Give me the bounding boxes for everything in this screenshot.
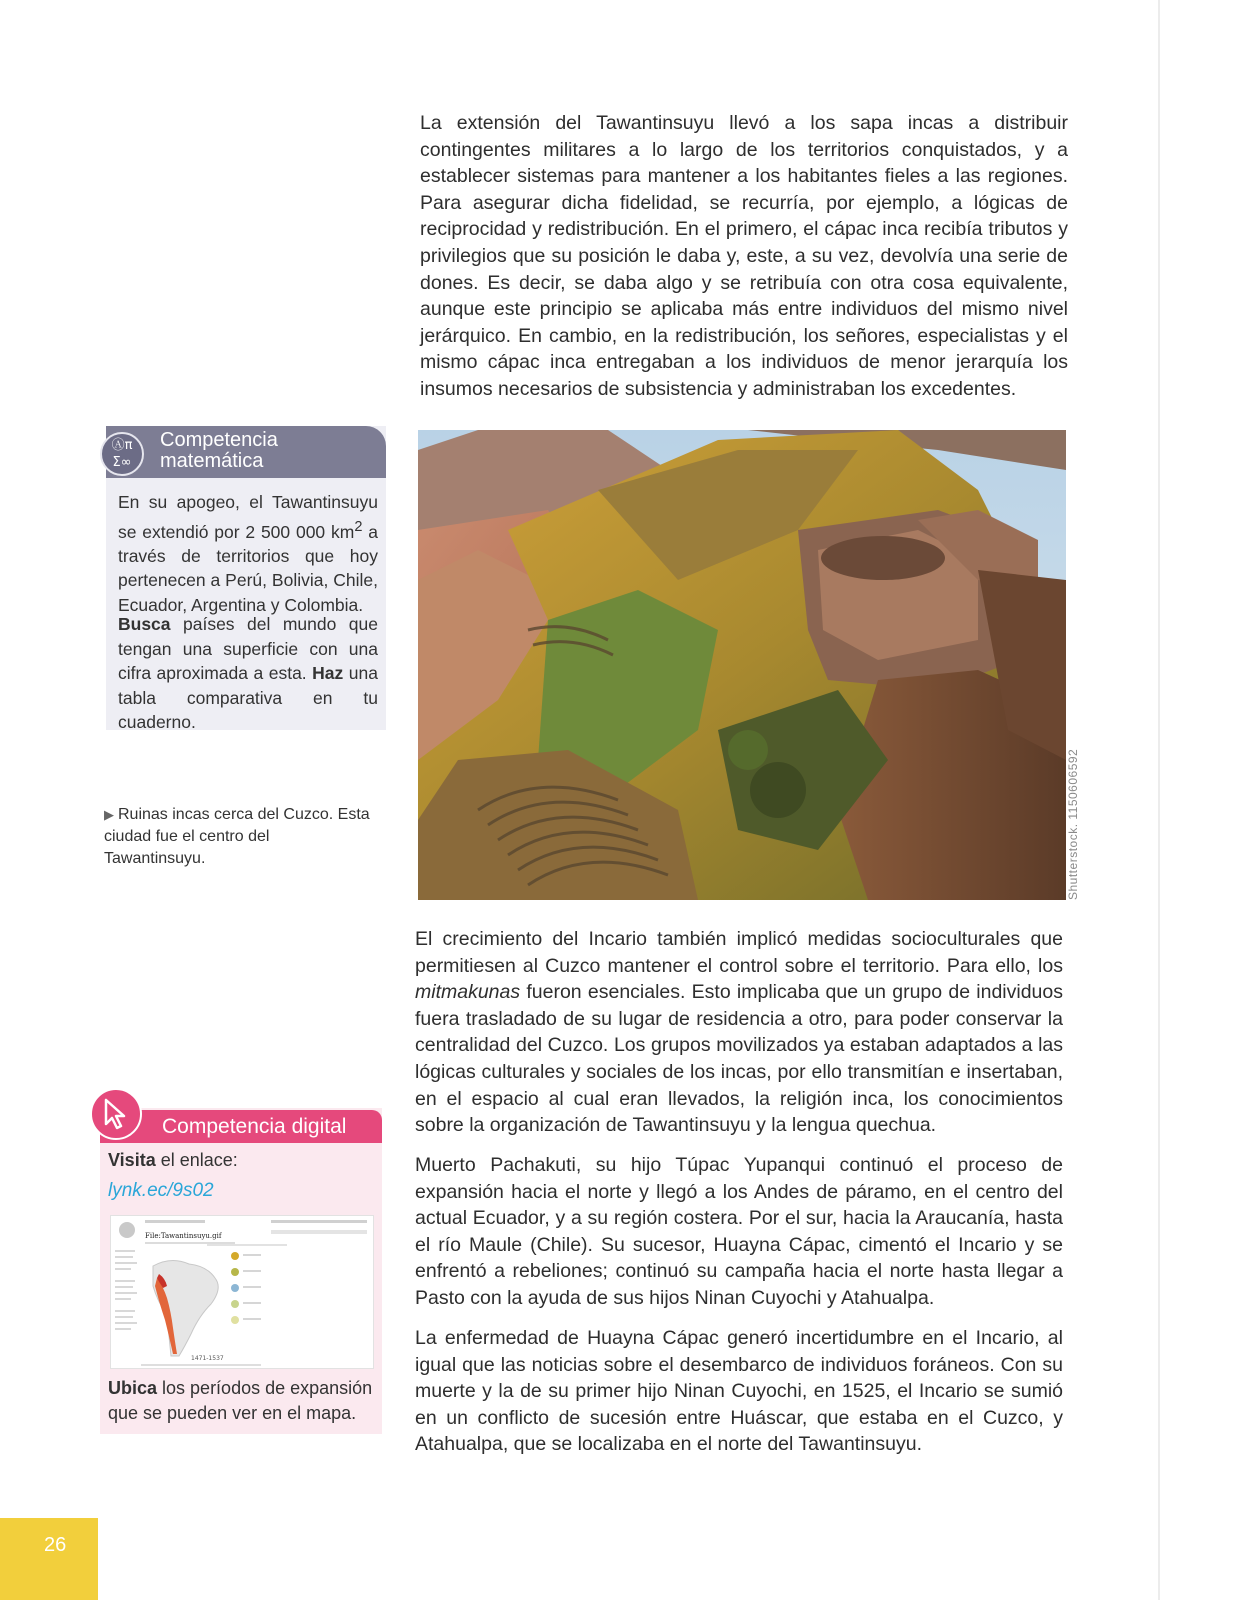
photo-caption: [104, 804, 374, 870]
math-competence-box: [106, 426, 386, 730]
visit-rest: el enlace:: [155, 1150, 238, 1170]
math-fact-start: En su apogeo, el Tawantinsuyu se extendió por 2 500 000 km: [118, 492, 378, 542]
paragraph-mitmakunas: [415, 926, 1063, 1139]
p2-text-start: El crecimiento del Incario también implicó medidas socioculturales que permitiesen al Cuzco mantener el control sobre el territorio. Para ello, los: [415, 928, 1063, 977]
paragraph-tupac-yupanqui: Muerto Pachakuti, su hijo Túpac Yupanqui continuó el proceso de expansión hacia el norte y llegó a los Andes de páramo, en el centro del actual Ecuador, y a su región costera. Por el sur, hacia la Araucanía, hasta el río Maule (Chile). Su sucesor, Huayna Cápac, cimentó el Incario y se enfrentó a rebeliones; continuó su campaña hacia el norte hasta llegar a Pasto con la ayuda de sus hijos Ninan Cuyochi y Atahualpa.: [415, 1154, 1063, 1309]
locate-verb: Ubica: [108, 1378, 158, 1398]
visit-verb: Visita: [108, 1150, 156, 1170]
math-symbols-icon: Ⓐπ Σ∞: [100, 432, 144, 476]
math-verb-busca: Busca: [118, 614, 171, 634]
math-fact-text: [118, 490, 378, 617]
paragraph-succession: La enfermedad de Huayna Cápac generó incertidumbre en el Incario, al igual que las noticias sobre el desembarco de individuos foráneos. Con su muerte y la de su primer hijo Ninan Cuyochi, en 1525, el Incario se sumió en un conflicto de sucesión entre Huáscar, que estaba en el Cuzco, y Atahualpa, que se localizaba en el norte del Tawantinsuyu.: [415, 1327, 1063, 1456]
caption-text: Ruinas incas cerca del Cuzco. Esta ciudad fue el centro del Tawantinsuyu.: [104, 806, 370, 867]
math-competence-title: Competencia matemática: [160, 429, 278, 472]
locate-instruction: [108, 1376, 378, 1426]
page-edge: [1158, 0, 1160, 1600]
page-number: 26: [44, 1534, 67, 1556]
paragraph-reciprocity: La extensión del Tawantinsuyu llevó a los sapa incas a distribuir contingentes militares a lo largo de los territorios conquistados, y a establecer sistemas para mantener a los habitantes fieles a las regiones. Para asegurar dicha fidelidad, se recurría, por ejemplo, a lógicas de reciprocidad y redistribución. En el primero, el cápac inca recibía tributos y privilegios que su posición le daba y, este, a su vez, devolvía una serie de dones. Es decir, se daba algo y se retribuía con otra cosa equivalente, aunque este principio se aplicaba más entre individuos del mismo nivel jerárquico. En cambio, en la redistribución, los señores, especialistas y el mismo cápac inca entregaban a los individuos de menor jerarquía los insumos necesarios de subsistencia y administraban los excedentes.: [420, 112, 1068, 400]
math-activity-text: [118, 612, 378, 735]
digital-competence-title: Competencia digital: [162, 1115, 347, 1138]
photo-credit: Shutterstock. 1150606592: [1066, 748, 1080, 900]
math-activity-end: una tabla comparativa en tu cuaderno.: [118, 663, 378, 732]
math-verb-haz: Haz: [312, 663, 344, 683]
wiki-map-screenshot: [110, 1215, 374, 1369]
math-competence-header: [106, 426, 386, 478]
mitmakunas-term: mitmakunas: [415, 981, 521, 1004]
screenshot-years: 1471-1537: [191, 1355, 224, 1362]
math-fact-end: a través de territorios que hoy pertenecen a Perú, Bolivia, Chile, Ecuador, Argentina y Colombia.: [118, 521, 378, 615]
page-number-tab: [0, 1518, 98, 1600]
locate-rest: los períodos de expansión que se pueden ver en el mapa.: [108, 1378, 373, 1423]
caption-marker-icon: ▶: [104, 807, 114, 822]
inca-ruins-photo: [418, 430, 1066, 900]
digital-competence-header: [100, 1110, 382, 1143]
p2-text-end: fueron esenciales. Esto implicaba que un grupo de individuos fuera trasladado de su lugar de residencia a otro, para poder conservar la centralidad del Cuzco. Los grupos movilizados ya estaban adaptados a las lógicas culturales y sociales de los incas, por ello transmitían e insertaban, en el espacio al cual eran llevados, la religión inca, los conocimientos sobre la organización de Tawantinsuyu y la lengua quechua.: [415, 981, 1063, 1137]
digital-competence-box: [100, 1108, 382, 1434]
math-activity-mid: países del mundo que tengan una superficie con una cifra aproximada a esta.: [118, 614, 378, 683]
cursor-icon: [90, 1088, 142, 1140]
math-fact-exponent: 2: [354, 518, 363, 535]
resource-link[interactable]: lynk.ec/9s02: [108, 1180, 214, 1201]
screenshot-title: File:Tawantinsuyu.gif: [145, 1232, 222, 1240]
visit-instruction: [108, 1150, 238, 1171]
